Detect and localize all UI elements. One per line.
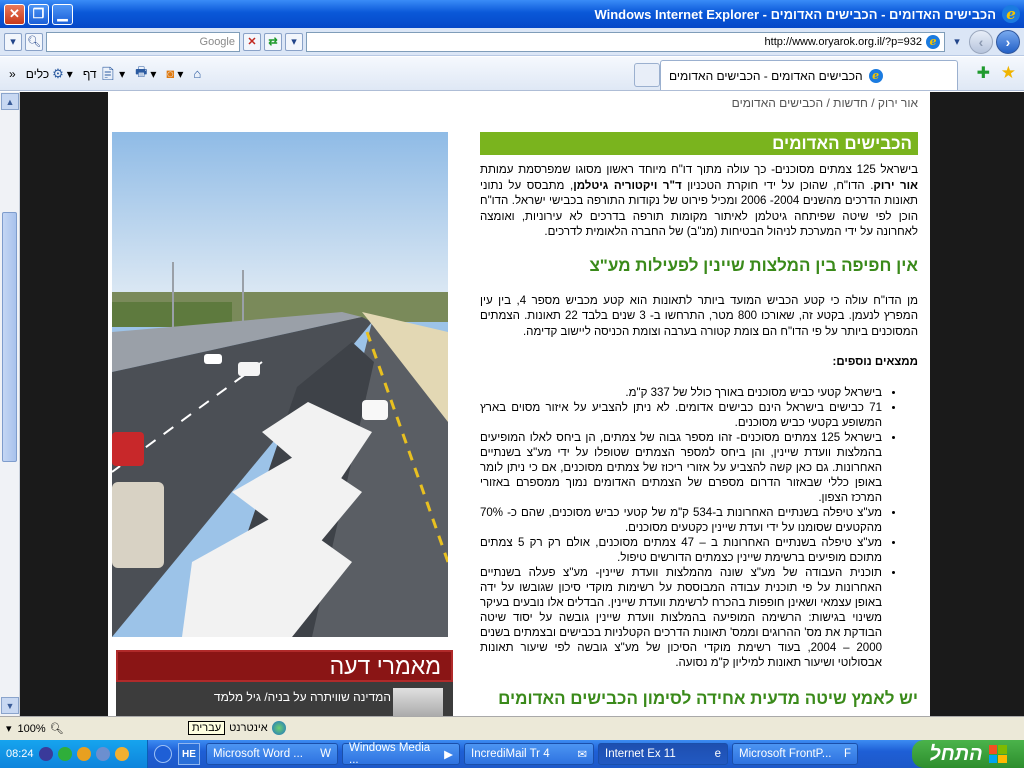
intro-text-c: , מתבסס על נתוני תאונות הדרכים מהשנים 2004- 2006 ומכיל פירוט של נקודות התורפה בכבישי ישראל. הדו"ח הוכן לפי שיטה שפיתחה גיטלמן לאיתור מקומות תורפה בדרכים לא עירוניות, ואומצה לאחרונה על ידי המערכת לניהול הבטיחות (מנ"ב) של החברה הלאומית לדרכים.: [480, 179, 918, 238]
opinion-item[interactable]: [116, 682, 453, 716]
tray-chrome-icon[interactable]: [58, 747, 72, 761]
task-incredimail-label: IncrediMail Tr 4: [471, 748, 550, 760]
article-heading-3: יש לאמץ שיטה מדעית אחידה לסימון הכבישים האדומים: [498, 689, 918, 708]
web-page: [108, 92, 930, 716]
window-title: הכבישים האדומים - הכבישים האדומים - Windows Internet Explorer: [594, 6, 996, 22]
window-controls: [4, 4, 73, 25]
intro-brand: אור ירוק: [873, 179, 918, 192]
command-bar: [0, 57, 1024, 91]
url-text: http://www.oryarok.org.il/?p=932: [764, 35, 922, 48]
toolbar-overflow-icon[interactable]: »: [9, 66, 16, 81]
ie-logo-icon: e: [1002, 5, 1020, 23]
tab-page-icon: e: [869, 69, 883, 83]
language-indicator[interactable]: HE: [178, 743, 200, 765]
article-subheading: אין חפיפה בין המלצות שיינין לפעילות מע"צ: [589, 255, 918, 275]
intro-text-a: בישראל 125 צמתים מסוכנים- כך עולה מתוך דו"ח מיוחד ראשון מסוגו שמפרסמת עמותת: [480, 164, 918, 176]
highway-photo: [112, 132, 448, 637]
zoom-level: 100%: [17, 722, 46, 735]
task-word[interactable]: [206, 743, 338, 765]
restore-button[interactable]: ❐: [28, 4, 49, 25]
page-viewport: [0, 92, 1024, 716]
page-icon: 📄︎: [99, 65, 117, 81]
list-item: • מע"צ טיפלה בשנתיים האחרונות ב-534 ק"מ של קטעי כביש מסוכנים, שהם כ- 70% מהקטעים שסומנו על ידי ועדת שיינין כקטעים מסוכנים.: [480, 506, 882, 536]
list-item: • מע"צ טיפלה בשנתיים האחרונות ב – 47 צמתים מסוכנים, אולם רק רק 5 צמתים מתוכם מופיעים ברשימת שיינין כצמתים הדורשים טיפול.: [480, 536, 882, 566]
close-button[interactable]: ✕: [4, 4, 25, 25]
forward-button[interactable]: ›: [996, 30, 1020, 54]
tray-app-icon[interactable]: [39, 747, 53, 761]
task-ie-label: Internet Ex 11: [605, 748, 676, 760]
printer-icon: 🖶: [135, 63, 148, 79]
scroll-down-icon[interactable]: ▼: [1, 697, 19, 714]
tools-menu[interactable]: כלים ⚙ ▾: [25, 65, 73, 81]
word-icon: W: [320, 748, 331, 760]
tray-expand-icon[interactable]: [154, 745, 172, 763]
task-frontpage[interactable]: [732, 743, 858, 765]
opinion-title: מאמרי דעה: [116, 650, 453, 682]
findings-list: [480, 386, 918, 671]
vertical-scrollbar[interactable]: [0, 92, 20, 716]
mail-icon: ✉: [577, 749, 587, 761]
language-tooltip: עברית: [188, 721, 225, 735]
article: [480, 132, 918, 709]
zoom-dropdown-icon[interactable]: ▾: [6, 723, 12, 735]
ie-task-icon: e: [714, 748, 721, 760]
task-word-label: Microsoft Word ...: [213, 748, 303, 760]
page-label: דף: [82, 66, 97, 81]
print-button[interactable]: 🖶 ▾: [130, 63, 161, 85]
tray-antivirus-icon[interactable]: [77, 747, 91, 761]
intro-author: ד"ר ויקטוריה גיטלמן: [573, 179, 682, 192]
task-incredimail[interactable]: [464, 743, 594, 765]
opinion-item-title: המדינה שוויתרה על בניה/ גיל מלמד: [213, 690, 391, 704]
window-title-area: [594, 5, 1020, 23]
task-internet-explorer[interactable]: [598, 743, 728, 765]
feeds-button[interactable]: ◙ ▾: [166, 66, 184, 81]
magnifier-icon: 🔍︎: [49, 723, 64, 735]
task-media-player[interactable]: [342, 743, 460, 765]
clock: 08:24: [6, 748, 34, 760]
title-bar: [0, 0, 1024, 28]
status-bar: [0, 716, 1024, 740]
article-intro: [480, 163, 918, 241]
back-button[interactable]: ‹: [969, 30, 993, 54]
add-favorites-icon[interactable]: ✚: [976, 65, 990, 82]
history-dropdown-icon[interactable]: ▾: [954, 36, 960, 48]
list-item: • תוכנית העבודה של מע"צ שונה מהמלצות וועדת שיינין- מע"צ פעלה בשנתיים האחרונות על פי תוכנית עבודה המבוססת על רשימות מוקדי סיכון שגובשו על ידה באופן עצמאי ושאינן חופפות בהכרח לרשימת וועדת שיינין. הבדלים אלו נובעים בעיקר משינוי בגישות: הרשימה המופיעה בהמלצות וועדת שיינין גובשה על יסוד שיטה הבודקת את מס' ההרוגים וממס' תאונות הדרכים הקטלניות בכבישים ובצמתים בשנים 2000 – 2004, בעוד רשימת מוקדי הסיכון של מע"צ גובשה לפי שיעור תאונות אבסולוטי ושיעור תאונות למיליון ק"מ נסועה.: [480, 566, 882, 671]
list-item: • בישראל 125 צמתים מסוכנים- זהו מספר גבוה של צמתים, הן ביחס לאלו המופיעים בהמלצות וועדת שיינין, והן ביחס למספר הצמתים שטופלו על ידי מע"צ בשנתיים האחרונות. גם כאן קשה להצביע על אזורי ריכוז של צמתים מסוכנים, אם כי ניתן לומר באופן כללי שבאזור הדרום מספרם של הצמתים האדומים נמוך ממספרם באזורי המרכז הצפון.: [480, 431, 882, 506]
favorites-star-icon[interactable]: ★: [1000, 63, 1016, 82]
security-zone: [188, 721, 286, 735]
search-icon[interactable]: 🔍︎: [25, 33, 43, 51]
address-bar-row: [0, 28, 1024, 56]
refresh-icon[interactable]: ⇄: [264, 33, 282, 51]
globe-icon: [272, 721, 286, 735]
list-item: • 71 כבישים בישראל הינם כבישים אדומים. לא ניתן להצביע על איזור מסוים בארץ המשופע בקטעי כביש מסוכנים.: [480, 401, 882, 431]
search-input[interactable]: Google: [46, 32, 240, 52]
address-dropdown-icon[interactable]: ▾: [285, 33, 303, 51]
rss-icon: ◙: [166, 66, 175, 81]
tab-current[interactable]: [660, 60, 958, 90]
list-item: • בישראל קטעי כביש מסוכנים באורך כולל של 337 ק"מ.: [480, 386, 882, 401]
frontpage-icon: F: [843, 748, 851, 760]
address-input[interactable]: [306, 32, 945, 52]
intro-text-b: . הדו"ח, שהוכן על ידי חוקרת הטכניון: [681, 179, 874, 192]
tray-messenger-icon[interactable]: [115, 747, 129, 761]
windows-logo-icon: [989, 745, 1007, 763]
article-heading: הכבישים האדומים: [480, 132, 918, 155]
task-media-label: Windows Media ...: [349, 742, 431, 766]
start-button[interactable]: [912, 740, 1024, 768]
page-menu[interactable]: דף 📄︎ ▾: [82, 65, 126, 81]
stop-icon[interactable]: ✕: [243, 33, 261, 51]
tray-network-icon[interactable]: [96, 747, 110, 761]
taskbar: [0, 740, 1024, 768]
search-dropdown-button[interactable]: ▾: [4, 33, 22, 51]
gear-icon: ⚙: [52, 65, 64, 81]
scroll-thumb[interactable]: [2, 212, 17, 462]
task-buttons: [206, 743, 858, 765]
minimize-button[interactable]: ▁: [52, 4, 73, 25]
media-player-icon: ▶: [444, 749, 453, 761]
breadcrumb[interactable]: אור ירוק / חדשות / הכבישים האדומים: [731, 96, 918, 110]
system-tray: [0, 740, 148, 768]
start-label: התחל: [929, 742, 983, 765]
article-paragraph: מן הדו"ח עולה כי קטע הכביש המועד ביותר לתאונות הוא קטע מכביש מספר 4, בין עין המפרץ לנעמן. בקטע זה, שאורכו 800 מטר, התרחשו ב- 3 שנים בלבד 22 תאונות. הצמתים המסוכנים ביותר על פי הדו"ח הם צומת קטורה בערבה וצומת הכניסה ליישוב קדימה.: [480, 294, 918, 338]
home-icon: ⌂: [193, 66, 202, 81]
new-tab-button[interactable]: [634, 63, 660, 87]
zone-label: אינטרנט: [229, 722, 268, 734]
opinion-box: [116, 650, 453, 716]
home-button[interactable]: [188, 66, 206, 81]
tools-label: כלים: [25, 66, 50, 81]
opinion-thumbnail: [393, 688, 443, 716]
page-icon: e: [926, 35, 940, 49]
scroll-up-icon[interactable]: ▲: [1, 93, 19, 110]
task-frontpage-label: Microsoft FrontP...: [739, 748, 832, 760]
tab-title: הכבישים האדומים - הכבישים האדומים: [669, 68, 863, 83]
findings-title: ממצאים נוספים:: [832, 356, 918, 368]
zoom-control[interactable]: [18, 722, 64, 735]
